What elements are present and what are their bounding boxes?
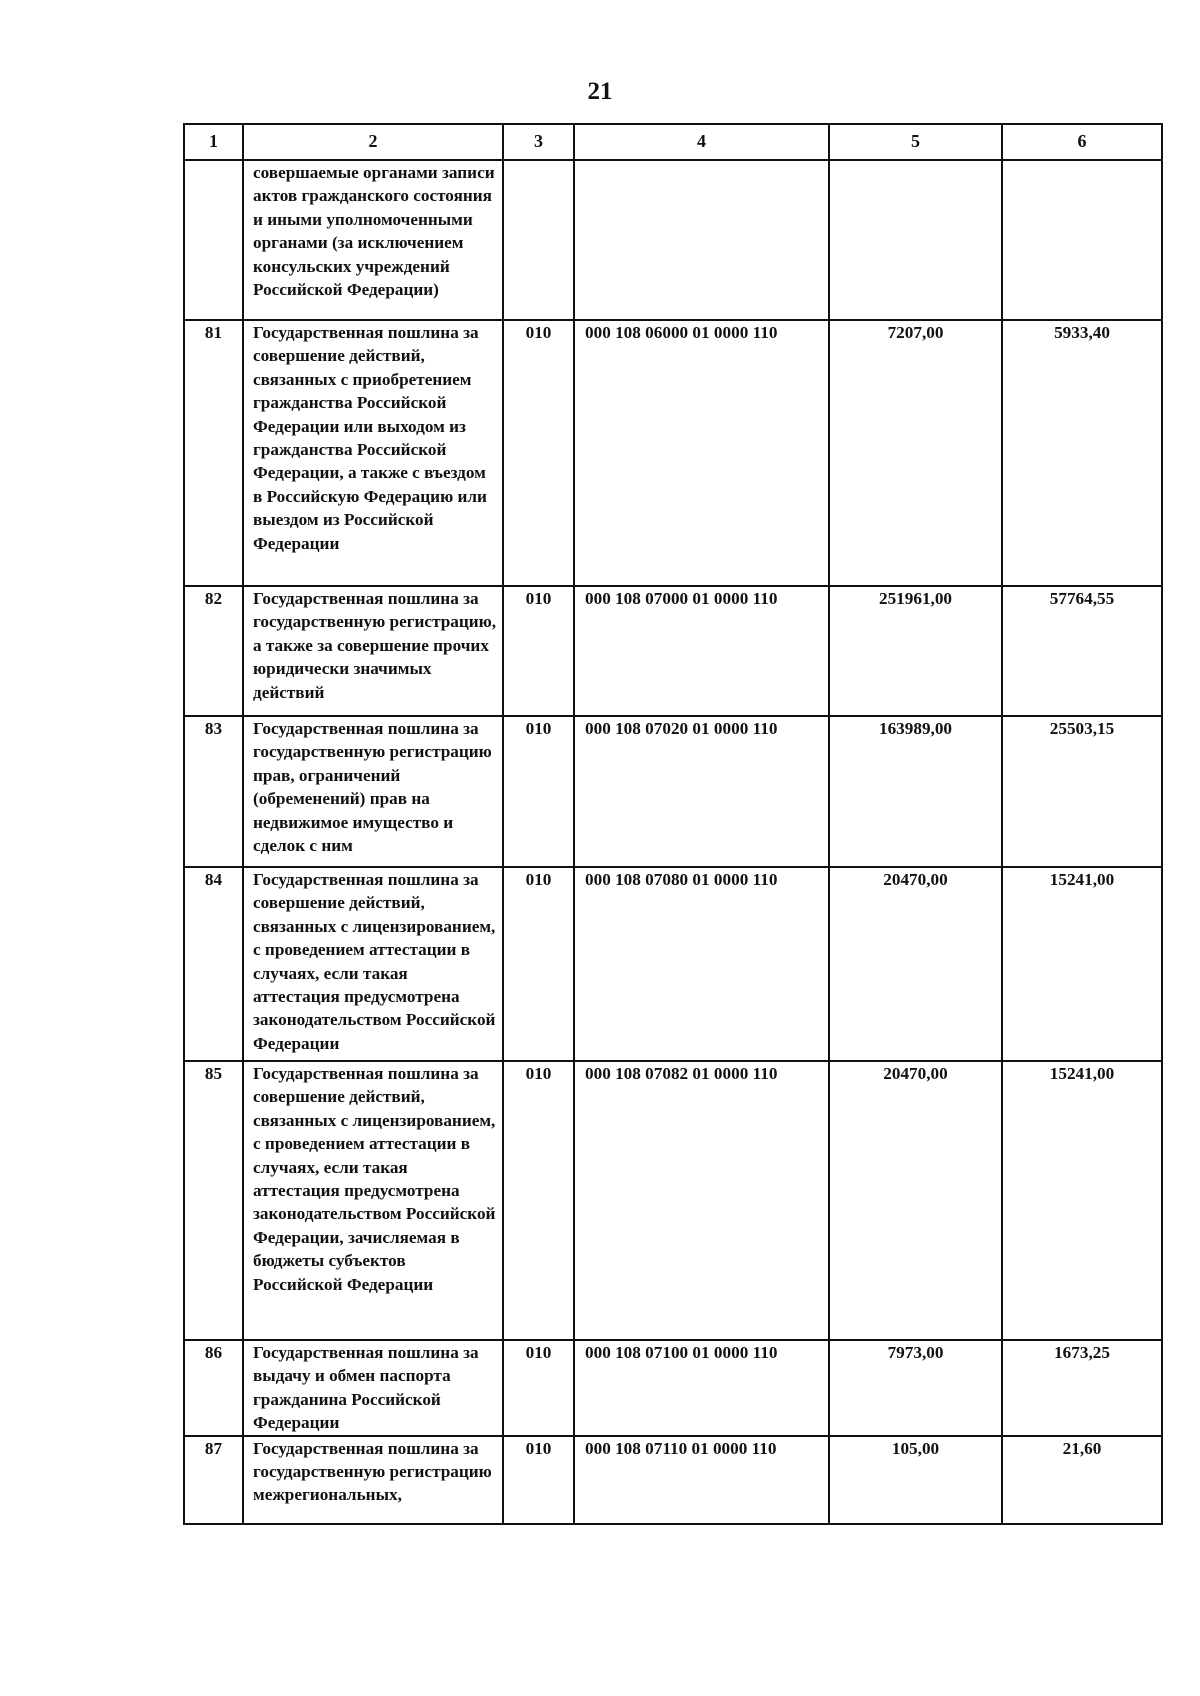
row-admin-code: 010 [503,586,574,716]
row-number: 87 [184,1436,243,1524]
row-budget-code: 000 108 06000 01 0000 110 [574,320,829,586]
table-header-row [184,124,1162,160]
table-row [184,320,1162,586]
row-budget-code: 000 108 07100 01 0000 110 [574,1340,829,1436]
row-admin-code: 010 [503,867,574,1061]
header-cell-3: 3 [503,124,574,160]
page-number: 21 [587,78,613,105]
row-budget-code: 000 108 07020 01 0000 110 [574,716,829,867]
row-name: совершаемые органами записи актов гражданского состояния и иными уполномоченными органами (за исключением консульских учреждений Российской Федерации) [243,160,503,320]
row-fact-value: 15241,00 [1002,1061,1162,1340]
row-admin-code: 010 [503,1436,574,1524]
row-budget-code: 000 108 07000 01 0000 110 [574,586,829,716]
row-fact-value: 5933,40 [1002,320,1162,586]
budget-table [183,123,1163,1525]
row-name: Государственная пошлина за государственную регистрацию, а также за совершение прочих юридически значимых действий [243,586,503,716]
row-budget-code [574,160,829,320]
row-fact-value: 21,60 [1002,1436,1162,1524]
row-number: 82 [184,586,243,716]
row-admin-code [503,160,574,320]
row-admin-code: 010 [503,716,574,867]
header-cell-2: 2 [243,124,503,160]
row-plan-value: 163989,00 [829,716,1002,867]
row-name: Государственная пошлина за совершение действий, связанных с лицензированием, с проведением аттестации в случаях, если такая аттестация предусмотрена законодательством Российской Федерации [243,867,503,1061]
row-number [184,160,243,320]
row-plan-value: 251961,00 [829,586,1002,716]
row-name: Государственная пошлина за государственную регистрацию прав, ограничений (обременений) прав на недвижимое имущество и сделок с ним [243,716,503,867]
row-fact-value: 15241,00 [1002,867,1162,1061]
row-number: 84 [184,867,243,1061]
row-fact-value: 57764,55 [1002,586,1162,716]
row-name: Государственная пошлина за совершение действий, связанных с приобретением гражданства Российской Федерации или выходом из гражданства Российской Федерации, а также с въездом в Российскую Федерацию или выездом из Российской Федерации [243,320,503,586]
table-row [184,1061,1162,1340]
table-row [184,586,1162,716]
row-name: Государственная пошлина за совершение действий, связанных с лицензированием, с проведением аттестации в случаях, если такая аттестация предусмотрена законодательством Российской Федерации, зачисляемая в бюджеты субъектов Российской Федерации [243,1061,503,1340]
row-name: Государственная пошлина за выдачу и обмен паспорта гражданина Российской Федерации [243,1340,503,1436]
row-number: 85 [184,1061,243,1340]
row-number: 81 [184,320,243,586]
header-cell-5: 5 [829,124,1002,160]
row-plan-value: 20470,00 [829,1061,1002,1340]
row-budget-code: 000 108 07080 01 0000 110 [574,867,829,1061]
table-row [184,1340,1162,1436]
row-budget-code: 000 108 07082 01 0000 110 [574,1061,829,1340]
row-admin-code: 010 [503,1061,574,1340]
row-fact-value: 25503,15 [1002,716,1162,867]
row-fact-value [1002,160,1162,320]
table-row [184,160,1162,320]
header-cell-6: 6 [1002,124,1162,160]
row-plan-value: 7973,00 [829,1340,1002,1436]
header-cell-4: 4 [574,124,829,160]
row-name: Государственная пошлина за государственную регистрацию межрегиональных, [243,1436,503,1524]
row-plan-value: 20470,00 [829,867,1002,1061]
row-number: 83 [184,716,243,867]
row-admin-code: 010 [503,320,574,586]
row-number: 86 [184,1340,243,1436]
row-plan-value [829,160,1002,320]
row-fact-value: 1673,25 [1002,1340,1162,1436]
header-cell-1: 1 [184,124,243,160]
table-row [184,1436,1162,1524]
row-admin-code: 010 [503,1340,574,1436]
row-budget-code: 000 108 07110 01 0000 110 [574,1436,829,1524]
row-plan-value: 105,00 [829,1436,1002,1524]
table-row [184,867,1162,1061]
table-body [184,124,1162,1524]
row-plan-value: 7207,00 [829,320,1002,586]
table-row [184,716,1162,867]
